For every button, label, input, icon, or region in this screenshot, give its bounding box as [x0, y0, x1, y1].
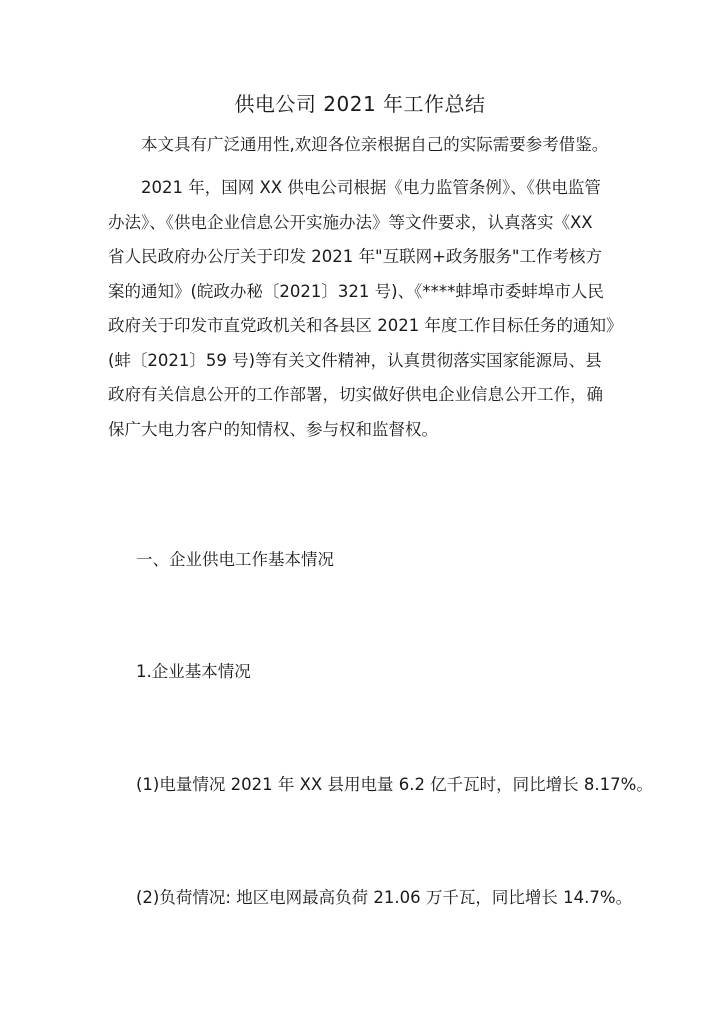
- section-heading: 一、企业供电工作基本情况: [136, 550, 334, 569]
- paragraph-line: (蚌〔2021〕59 号)等有关文件精神，认真贯彻落实国家能源局、县: [108, 350, 602, 370]
- list-item-electricity: (1)电量情况 2021 年 XX 县用电量 6.2 亿千瓦时，同比增长 8.17%。: [136, 775, 653, 794]
- paragraph-line: 案的通知》(皖政办秘〔2021〕321 号)、《****蚌埠市委蚌埠市人民: [108, 281, 604, 301]
- list-item-load: (2)负荷情况: 地区电网最高负荷 21.06 万千瓦，同比增长 14.7%。: [136, 888, 633, 907]
- paragraph-line: 保广大电力客户的知情权、参与权和监督权。: [108, 419, 438, 439]
- document-title: 供电公司 2021 年工作总结: [234, 92, 486, 116]
- paragraph-line: 政府关于印发市直党政机关和各县区 2021 年度工作目标任务的通知》: [108, 316, 623, 335]
- body-paragraph: [108, 171, 628, 447]
- intro-text: 本文具有广泛通用性,欢迎各位亲根据自己的实际需要参考借鉴。: [141, 135, 609, 154]
- paragraph-line: 省人民政府办公厅关于印发 2021 年"互联网+政务服务"工作考核方: [108, 247, 602, 266]
- paragraph-line: 办法》、《供电企业信息公开实施办法》等文件要求，认真落实《XX: [108, 212, 593, 232]
- paragraph-line: 2021 年，国网 XX 供电公司根据《电力监管条例》、《供电监管: [141, 178, 601, 197]
- subsection-heading: 1.企业基本情况: [136, 662, 251, 681]
- paragraph-line: 政府有关信息公开的工作部署，切实做好供电企业信息公开工作，确: [108, 385, 603, 404]
